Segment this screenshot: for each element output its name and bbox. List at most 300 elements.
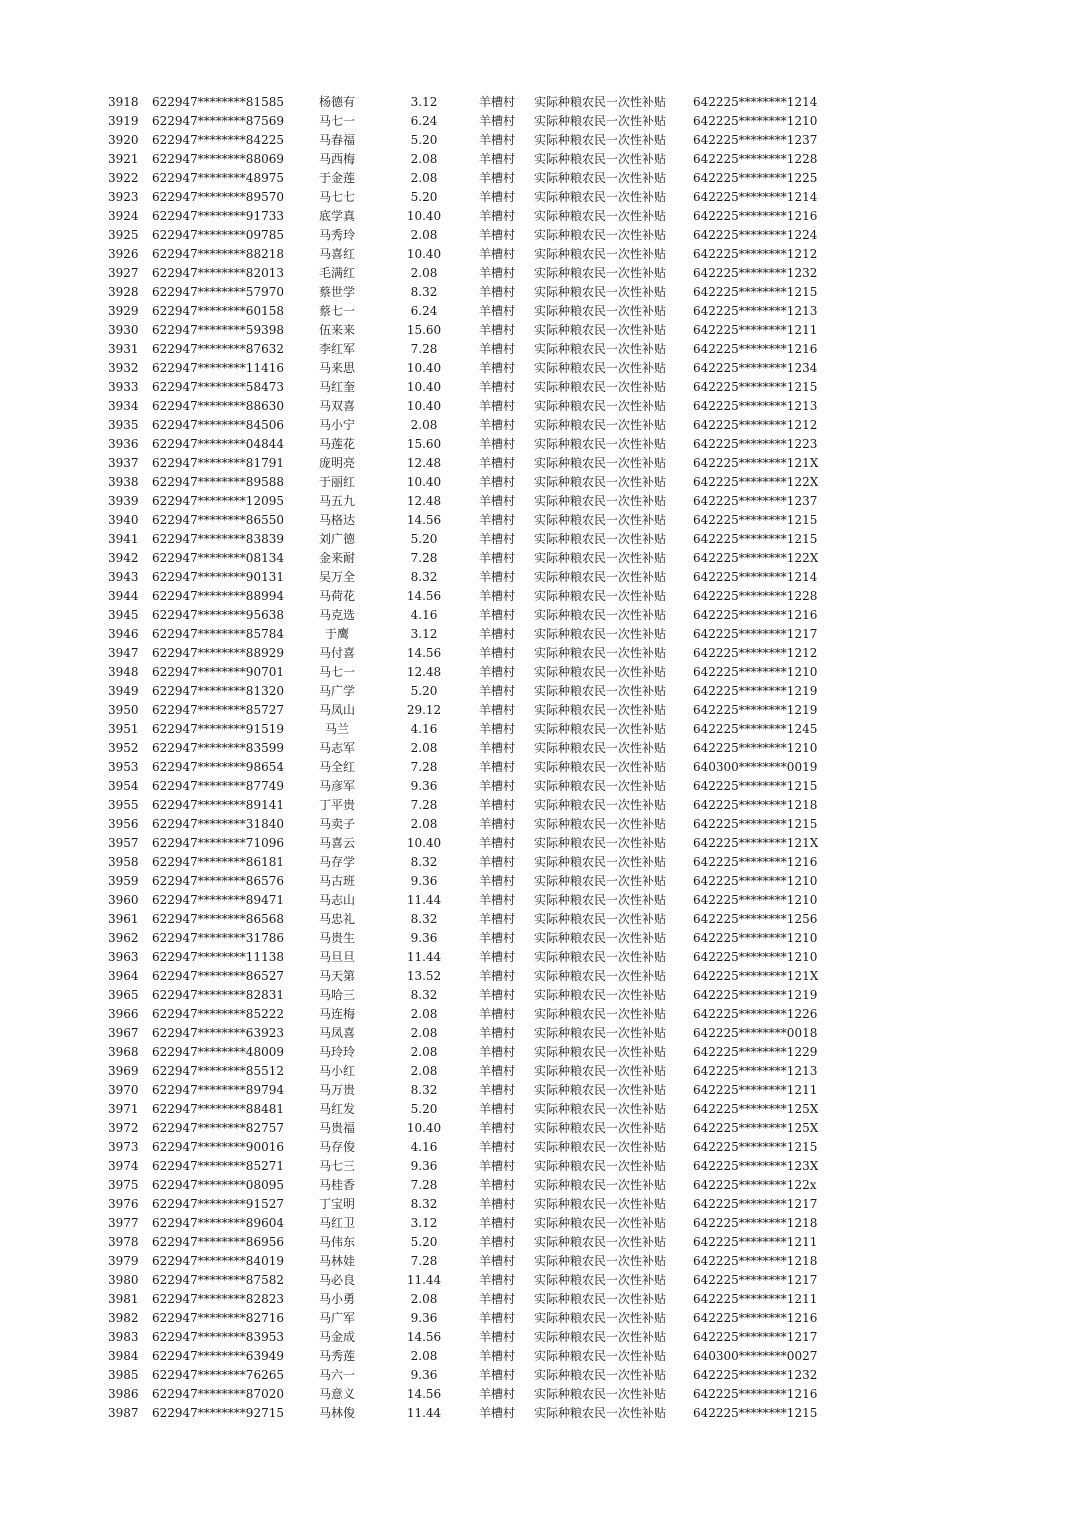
subsidy-type-cell: 实际种粮农民一次性补贴 <box>534 1140 667 1154</box>
row-number: 3982 <box>108 1311 139 1325</box>
amount-cell: 2.08 <box>410 1007 438 1021</box>
amount-cell: 10.40 <box>406 1121 442 1135</box>
bank-account-cell: 622947********48975 <box>152 171 284 185</box>
id-number-cell: 642225********1229 <box>693 1045 818 1059</box>
village-cell: 羊槽村 <box>478 361 515 375</box>
subsidy-type-cell: 实际种粮农民一次性补贴 <box>534 1045 667 1059</box>
amount-cell: 9.36 <box>410 779 438 793</box>
subsidy-type-cell: 实际种粮农民一次性补贴 <box>534 855 667 869</box>
bank-account-cell: 622947********83953 <box>152 1330 284 1344</box>
table-row <box>0 302 1074 321</box>
subsidy-type-cell: 实际种粮农民一次性补贴 <box>534 1197 667 1211</box>
table-row <box>0 720 1074 739</box>
bank-account-cell: 622947********89570 <box>152 190 284 204</box>
subsidy-type-cell: 实际种粮农民一次性补贴 <box>534 1083 667 1097</box>
table-row <box>0 454 1074 473</box>
subsidy-type-cell: 实际种粮农民一次性补贴 <box>534 1026 667 1040</box>
row-number: 3926 <box>108 247 139 261</box>
subsidy-type-cell: 实际种粮农民一次性补贴 <box>534 1349 667 1363</box>
subsidy-type-cell: 实际种粮农民一次性补贴 <box>534 988 667 1002</box>
amount-cell: 10.40 <box>406 209 442 223</box>
village-cell: 羊槽村 <box>478 608 515 622</box>
id-number-cell: 642225********1210 <box>693 665 818 679</box>
subsidy-type-cell: 实际种粮农民一次性补贴 <box>534 437 667 451</box>
amount-cell: 2.08 <box>410 1349 438 1363</box>
table-row <box>0 1100 1074 1119</box>
row-number: 3941 <box>108 532 139 546</box>
village-cell: 羊槽村 <box>478 532 515 546</box>
row-number: 3929 <box>108 304 139 318</box>
table-row <box>0 435 1074 454</box>
id-number-cell: 642225********1210 <box>693 114 818 128</box>
name-cell: 马红奎 <box>318 380 355 394</box>
amount-cell: 11.44 <box>406 1273 442 1287</box>
id-number-cell: 642225********1216 <box>693 1387 818 1401</box>
row-number: 3924 <box>108 209 139 223</box>
id-number-cell: 642225********123X <box>693 1159 819 1173</box>
amount-cell: 10.40 <box>406 380 442 394</box>
bank-account-cell: 622947********86576 <box>152 874 284 888</box>
row-number: 3930 <box>108 323 139 337</box>
village-cell: 羊槽村 <box>478 1178 515 1192</box>
name-cell: 马志军 <box>318 741 355 755</box>
subsidy-type-cell: 实际种粮农民一次性补贴 <box>534 722 667 736</box>
subsidy-type-cell: 实际种粮农民一次性补贴 <box>534 228 667 242</box>
row-number: 3966 <box>108 1007 139 1021</box>
id-number-cell: 642225********1219 <box>693 988 818 1002</box>
id-number-cell: 640300********0019 <box>693 760 818 774</box>
row-number: 3933 <box>108 380 139 394</box>
subsidy-type-cell: 实际种粮农民一次性补贴 <box>534 893 667 907</box>
subsidy-type-cell: 实际种粮农民一次性补贴 <box>534 1273 667 1287</box>
amount-cell: 9.36 <box>410 1311 438 1325</box>
village-cell: 羊槽村 <box>478 1216 515 1230</box>
village-cell: 羊槽村 <box>478 437 515 451</box>
row-number: 3984 <box>108 1349 139 1363</box>
subsidy-type-cell: 实际种粮农民一次性补贴 <box>534 171 667 185</box>
bank-account-cell: 622947********82013 <box>152 266 284 280</box>
amount-cell: 2.08 <box>410 418 438 432</box>
amount-cell: 8.32 <box>410 912 438 926</box>
village-cell: 羊槽村 <box>478 722 515 736</box>
subsidy-type-cell: 实际种粮农民一次性补贴 <box>534 190 667 204</box>
subsidy-type-cell: 实际种粮农民一次性补贴 <box>534 95 667 109</box>
bank-account-cell: 622947********85512 <box>152 1064 284 1078</box>
table-row <box>0 967 1074 986</box>
village-cell: 羊槽村 <box>478 513 515 527</box>
amount-cell: 3.12 <box>410 95 438 109</box>
subsidy-type-cell: 实际种粮农民一次性补贴 <box>534 1387 667 1401</box>
table-row <box>0 1271 1074 1290</box>
bank-account-cell: 622947********91519 <box>152 722 284 736</box>
subsidy-type-cell: 实际种粮农民一次性补贴 <box>534 456 667 470</box>
village-cell: 羊槽村 <box>478 152 515 166</box>
table-row <box>0 188 1074 207</box>
table-row <box>0 1385 1074 1404</box>
village-cell: 羊槽村 <box>478 1330 515 1344</box>
name-cell: 马秀玲 <box>318 228 355 242</box>
id-number-cell: 642225********121X <box>693 836 819 850</box>
village-cell: 羊槽村 <box>478 836 515 850</box>
row-number: 3959 <box>108 874 139 888</box>
amount-cell: 11.44 <box>406 950 442 964</box>
name-cell: 马凤喜 <box>318 1026 355 1040</box>
village-cell: 羊槽村 <box>478 741 515 755</box>
bank-account-cell: 622947********83599 <box>152 741 284 755</box>
id-number-cell: 642225********1219 <box>693 703 818 717</box>
village-cell: 羊槽村 <box>478 304 515 318</box>
village-cell: 羊槽村 <box>478 570 515 584</box>
table-row <box>0 1138 1074 1157</box>
subsidy-type-cell: 实际种粮农民一次性补贴 <box>534 475 667 489</box>
bank-account-cell: 622947********86550 <box>152 513 284 527</box>
row-number: 3957 <box>108 836 139 850</box>
village-cell: 羊槽村 <box>478 95 515 109</box>
name-cell: 马小红 <box>318 1064 355 1078</box>
row-number: 3977 <box>108 1216 139 1230</box>
name-cell: 马凤山 <box>318 703 355 717</box>
subsidy-type-cell: 实际种粮农民一次性补贴 <box>534 209 667 223</box>
name-cell: 马小宁 <box>318 418 355 432</box>
row-number: 3967 <box>108 1026 139 1040</box>
row-number: 3947 <box>108 646 139 660</box>
table-row <box>0 511 1074 530</box>
subsidy-type-cell: 实际种粮农民一次性补贴 <box>534 684 667 698</box>
name-cell: 马贵生 <box>318 931 355 945</box>
row-number: 3969 <box>108 1064 139 1078</box>
id-number-cell: 642225********1217 <box>693 627 818 641</box>
amount-cell: 5.20 <box>410 532 438 546</box>
bank-account-cell: 622947********63923 <box>152 1026 284 1040</box>
village-cell: 羊槽村 <box>478 1064 515 1078</box>
name-cell: 丁宝明 <box>318 1197 355 1211</box>
row-number: 3981 <box>108 1292 139 1306</box>
amount-cell: 7.28 <box>410 551 438 565</box>
table-row <box>0 264 1074 283</box>
bank-account-cell: 622947********89141 <box>152 798 284 812</box>
village-cell: 羊槽村 <box>478 1311 515 1325</box>
bank-account-cell: 622947********85784 <box>152 627 284 641</box>
subsidy-type-cell: 实际种粮农民一次性补贴 <box>534 114 667 128</box>
id-number-cell: 642225********121X <box>693 456 819 470</box>
id-number-cell: 642225********1211 <box>693 1083 818 1097</box>
id-number-cell: 642225********1219 <box>693 684 818 698</box>
name-cell: 马金成 <box>318 1330 355 1344</box>
table-row <box>0 1404 1074 1423</box>
subsidy-type-cell: 实际种粮农民一次性补贴 <box>534 741 667 755</box>
subsidy-type-cell: 实际种粮农民一次性补贴 <box>534 1064 667 1078</box>
name-cell: 杨德有 <box>318 95 355 109</box>
table-row <box>0 1233 1074 1252</box>
amount-cell: 5.20 <box>410 684 438 698</box>
bank-account-cell: 622947********87582 <box>152 1273 284 1287</box>
table-row <box>0 340 1074 359</box>
name-cell: 马七七 <box>318 190 355 204</box>
village-cell: 羊槽村 <box>478 1254 515 1268</box>
amount-cell: 8.32 <box>410 855 438 869</box>
name-cell: 于鹰 <box>324 627 349 641</box>
amount-cell: 2.08 <box>410 817 438 831</box>
bank-account-cell: 622947********89471 <box>152 893 284 907</box>
village-cell: 羊槽村 <box>478 494 515 508</box>
name-cell: 马桂香 <box>318 1178 355 1192</box>
bank-account-cell: 622947********85271 <box>152 1159 284 1173</box>
row-number: 3920 <box>108 133 139 147</box>
bank-account-cell: 622947********90701 <box>152 665 284 679</box>
row-number: 3923 <box>108 190 139 204</box>
bank-account-cell: 622947********87020 <box>152 1387 284 1401</box>
row-number: 3937 <box>108 456 139 470</box>
subsidy-type-cell: 实际种粮农民一次性补贴 <box>534 912 667 926</box>
row-number: 3935 <box>108 418 139 432</box>
name-cell: 吴万全 <box>318 570 355 584</box>
name-cell: 马七一 <box>318 665 355 679</box>
bank-account-cell: 622947********81320 <box>152 684 284 698</box>
amount-cell: 7.28 <box>410 342 438 356</box>
village-cell: 羊槽村 <box>478 133 515 147</box>
id-number-cell: 642225********1210 <box>693 931 818 945</box>
table-row <box>0 1043 1074 1062</box>
table-row <box>0 150 1074 169</box>
table-row <box>0 682 1074 701</box>
name-cell: 马六一 <box>318 1368 355 1382</box>
amount-cell: 10.40 <box>406 399 442 413</box>
table-row <box>0 1062 1074 1081</box>
bank-account-cell: 622947********88069 <box>152 152 284 166</box>
id-number-cell: 642225********122X <box>693 475 819 489</box>
name-cell: 丁平贵 <box>318 798 355 812</box>
subsidy-type-cell: 实际种粮农民一次性补贴 <box>534 646 667 660</box>
name-cell: 马贵福 <box>318 1121 355 1135</box>
id-number-cell: 642225********1214 <box>693 570 818 584</box>
bank-account-cell: 622947********11416 <box>152 361 284 375</box>
row-number: 3925 <box>108 228 139 242</box>
name-cell: 马万贵 <box>318 1083 355 1097</box>
name-cell: 马兰 <box>324 722 349 736</box>
name-cell: 马彦军 <box>318 779 355 793</box>
village-cell: 羊槽村 <box>478 1273 515 1287</box>
village-cell: 羊槽村 <box>478 342 515 356</box>
village-cell: 羊槽村 <box>478 209 515 223</box>
table-row <box>0 93 1074 112</box>
amount-cell: 15.60 <box>406 323 442 337</box>
village-cell: 羊槽村 <box>478 1007 515 1021</box>
name-cell: 刘广德 <box>318 532 355 546</box>
amount-cell: 15.60 <box>406 437 442 451</box>
bank-account-cell: 622947********86181 <box>152 855 284 869</box>
row-number: 3945 <box>108 608 139 622</box>
row-number: 3940 <box>108 513 139 527</box>
bank-account-cell: 622947********88630 <box>152 399 284 413</box>
id-number-cell: 642225********1234 <box>693 361 818 375</box>
row-number: 3975 <box>108 1178 139 1192</box>
village-cell: 羊槽村 <box>478 1121 515 1135</box>
id-number-cell: 642225********1226 <box>693 1007 818 1021</box>
subsidy-type-cell: 实际种粮农民一次性补贴 <box>534 1368 667 1382</box>
bank-account-cell: 622947********31840 <box>152 817 284 831</box>
bank-account-cell: 622947********08095 <box>152 1178 284 1192</box>
amount-cell: 2.08 <box>410 1026 438 1040</box>
id-number-cell: 642225********1212 <box>693 247 818 261</box>
row-number: 3946 <box>108 627 139 641</box>
village-cell: 羊槽村 <box>478 1083 515 1097</box>
village-cell: 羊槽村 <box>478 418 515 432</box>
table-row <box>0 131 1074 150</box>
row-number: 3932 <box>108 361 139 375</box>
bank-account-cell: 622947********82823 <box>152 1292 284 1306</box>
amount-cell: 9.36 <box>410 874 438 888</box>
amount-cell: 13.52 <box>406 969 442 983</box>
amount-cell: 12.48 <box>406 665 442 679</box>
row-number: 3934 <box>108 399 139 413</box>
bank-account-cell: 622947********89794 <box>152 1083 284 1097</box>
amount-cell: 7.28 <box>410 798 438 812</box>
bank-account-cell: 622947********84019 <box>152 1254 284 1268</box>
village-cell: 羊槽村 <box>478 171 515 185</box>
table-row <box>0 226 1074 245</box>
table-row <box>0 986 1074 1005</box>
subsidy-type-cell: 实际种粮农民一次性补贴 <box>534 1235 667 1249</box>
name-cell: 马秀莲 <box>318 1349 355 1363</box>
subsidy-type-cell: 实际种粮农民一次性补贴 <box>534 1254 667 1268</box>
name-cell: 马必良 <box>318 1273 355 1287</box>
table-row <box>0 1024 1074 1043</box>
id-number-cell: 642225********1245 <box>693 722 818 736</box>
amount-cell: 7.28 <box>410 1254 438 1268</box>
name-cell: 庞明亮 <box>318 456 355 470</box>
table-row <box>0 473 1074 492</box>
subsidy-type-cell: 实际种粮农民一次性补贴 <box>534 627 667 641</box>
id-number-cell: 642225********1213 <box>693 304 818 318</box>
amount-cell: 14.56 <box>406 513 442 527</box>
row-number: 3919 <box>108 114 139 128</box>
table-row <box>0 1214 1074 1233</box>
village-cell: 羊槽村 <box>478 950 515 964</box>
bank-account-cell: 622947********85222 <box>152 1007 284 1021</box>
village-cell: 羊槽村 <box>478 665 515 679</box>
subsidy-type-cell: 实际种粮农民一次性补贴 <box>534 1007 667 1021</box>
table-row <box>0 568 1074 587</box>
bank-account-cell: 622947********87569 <box>152 114 284 128</box>
village-cell: 羊槽村 <box>478 627 515 641</box>
bank-account-cell: 622947********82757 <box>152 1121 284 1135</box>
name-cell: 马春福 <box>318 133 355 147</box>
row-number: 3983 <box>108 1330 139 1344</box>
bank-account-cell: 622947********12095 <box>152 494 284 508</box>
table-row <box>0 777 1074 796</box>
amount-cell: 29.12 <box>406 703 442 717</box>
table-row <box>0 1176 1074 1195</box>
bank-account-cell: 622947********98654 <box>152 760 284 774</box>
subsidy-type-cell: 实际种粮农民一次性补贴 <box>534 152 667 166</box>
id-number-cell: 642225********1210 <box>693 874 818 888</box>
amount-cell: 2.08 <box>410 1292 438 1306</box>
id-number-cell: 642225********122X <box>693 551 819 565</box>
row-number: 3948 <box>108 665 139 679</box>
amount-cell: 5.20 <box>410 1235 438 1249</box>
amount-cell: 14.56 <box>406 646 442 660</box>
amount-cell: 4.16 <box>410 1140 438 1154</box>
bank-account-cell: 622947********63949 <box>152 1349 284 1363</box>
table-row <box>0 587 1074 606</box>
amount-cell: 9.36 <box>410 1368 438 1382</box>
subsidy-type-cell: 实际种粮农民一次性补贴 <box>534 323 667 337</box>
id-number-cell: 642225********1216 <box>693 342 818 356</box>
bank-account-cell: 622947********86568 <box>152 912 284 926</box>
village-cell: 羊槽村 <box>478 1026 515 1040</box>
id-number-cell: 642225********1216 <box>693 209 818 223</box>
bank-account-cell: 622947********88218 <box>152 247 284 261</box>
amount-cell: 8.32 <box>410 988 438 1002</box>
table-row <box>0 492 1074 511</box>
bank-account-cell: 622947********88929 <box>152 646 284 660</box>
name-cell: 马玲玲 <box>318 1045 355 1059</box>
row-number: 3954 <box>108 779 139 793</box>
village-cell: 羊槽村 <box>478 1197 515 1211</box>
name-cell: 马林娃 <box>318 1254 355 1268</box>
id-number-cell: 642225********1210 <box>693 950 818 964</box>
id-number-cell: 642225********1218 <box>693 798 818 812</box>
subsidy-type-cell: 实际种粮农民一次性补贴 <box>534 1406 667 1420</box>
subsidy-type-cell: 实际种粮农民一次性补贴 <box>534 380 667 394</box>
id-number-cell: 642225********1223 <box>693 437 818 451</box>
bank-account-cell: 622947********09785 <box>152 228 284 242</box>
id-number-cell: 642225********1217 <box>693 1330 818 1344</box>
row-number: 3985 <box>108 1368 139 1382</box>
table-row <box>0 549 1074 568</box>
row-number: 3928 <box>108 285 139 299</box>
village-cell: 羊槽村 <box>478 228 515 242</box>
id-number-cell: 642225********1212 <box>693 646 818 660</box>
table-row <box>0 112 1074 131</box>
village-cell: 羊槽村 <box>478 1045 515 1059</box>
village-cell: 羊槽村 <box>478 1140 515 1154</box>
table-row <box>0 701 1074 720</box>
subsidy-type-cell: 实际种粮农民一次性补贴 <box>534 703 667 717</box>
village-cell: 羊槽村 <box>478 646 515 660</box>
amount-cell: 2.08 <box>410 171 438 185</box>
name-cell: 马小勇 <box>318 1292 355 1306</box>
id-number-cell: 642225********1232 <box>693 1368 818 1382</box>
id-number-cell: 642225********1215 <box>693 779 818 793</box>
name-cell: 马存俊 <box>318 1140 355 1154</box>
village-cell: 羊槽村 <box>478 1292 515 1306</box>
village-cell: 羊槽村 <box>478 399 515 413</box>
name-cell: 毛满红 <box>318 266 355 280</box>
village-cell: 羊槽村 <box>478 779 515 793</box>
row-number: 3961 <box>108 912 139 926</box>
subsidy-type-cell: 实际种粮农民一次性补贴 <box>534 760 667 774</box>
subsidy-type-cell: 实际种粮农民一次性补贴 <box>534 1292 667 1306</box>
name-cell: 底学真 <box>318 209 355 223</box>
subsidy-type-cell: 实际种粮农民一次性补贴 <box>534 798 667 812</box>
subsidy-type-cell: 实际种粮农民一次性补贴 <box>534 779 667 793</box>
village-cell: 羊槽村 <box>478 114 515 128</box>
bank-account-cell: 622947********92715 <box>152 1406 284 1420</box>
bank-account-cell: 622947********86956 <box>152 1235 284 1249</box>
subsidy-type-cell: 实际种粮农民一次性补贴 <box>534 1121 667 1135</box>
amount-cell: 5.20 <box>410 190 438 204</box>
table-row <box>0 796 1074 815</box>
table-row <box>0 207 1074 226</box>
row-number: 3921 <box>108 152 139 166</box>
name-cell: 马荷花 <box>318 589 355 603</box>
row-number: 3942 <box>108 551 139 565</box>
table-row <box>0 1252 1074 1271</box>
subsidy-type-cell: 实际种粮农民一次性补贴 <box>534 532 667 546</box>
row-number: 3922 <box>108 171 139 185</box>
name-cell: 李红军 <box>318 342 355 356</box>
